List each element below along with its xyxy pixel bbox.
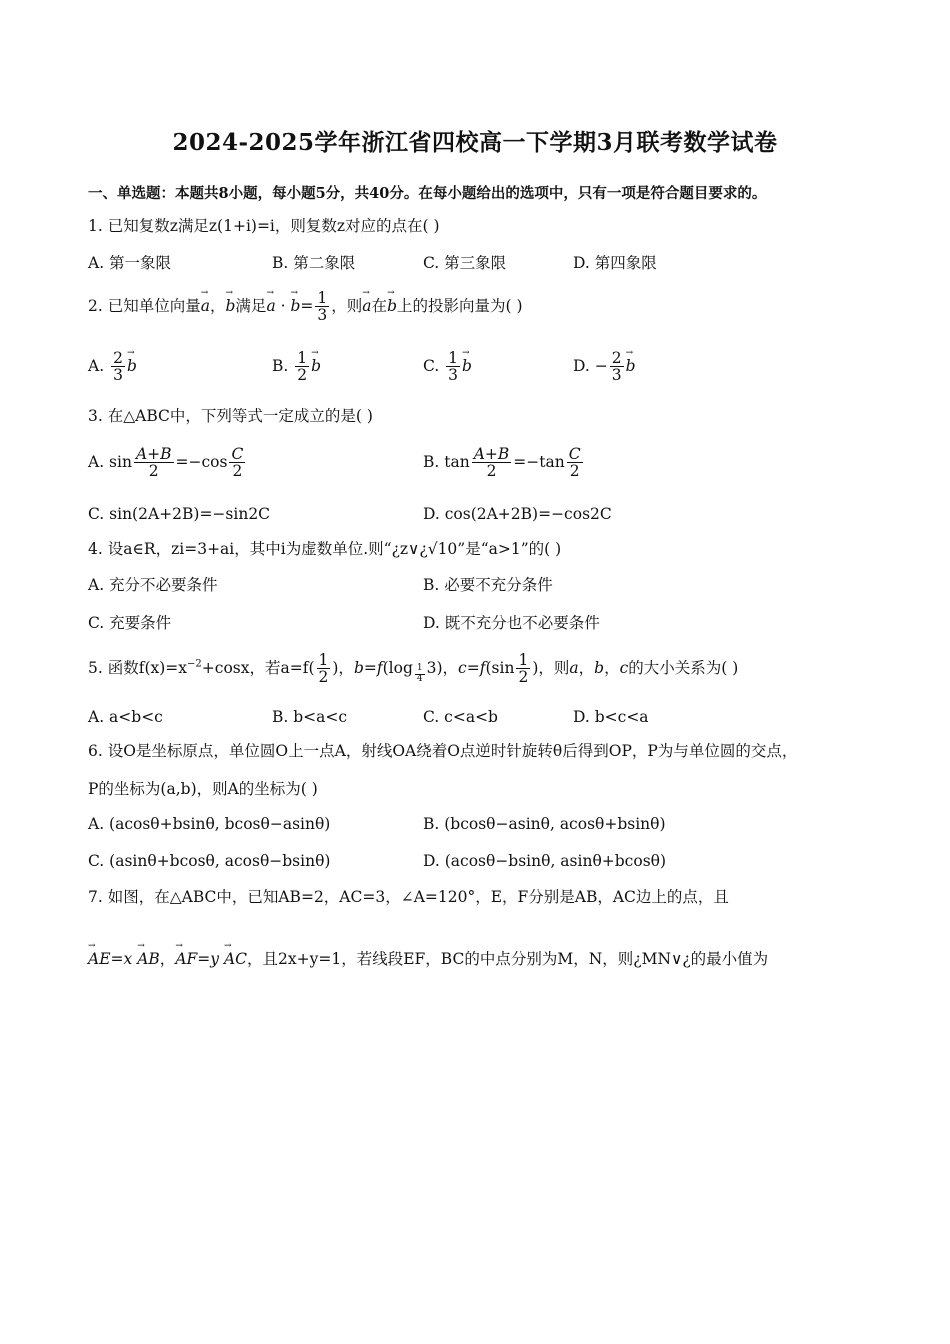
q5-stem-mid: +cosx，若a=f(	[201, 658, 315, 677]
q2-c-label: C.	[423, 356, 440, 375]
q3-option-c[interactable]: C. sin(2A+2B)=−sin2C	[88, 505, 271, 523]
q5-stem-start: 5. 函数f(x)=x	[88, 658, 188, 677]
q6-option-c[interactable]: C. (asinθ+bcosθ, acosθ−bsinθ)	[88, 852, 331, 870]
q2-option-a[interactable]: A. $\frac{2}{3}$ → b	[88, 350, 137, 384]
q4-option-c[interactable]: C. 充要条件	[88, 614, 172, 632]
q6-option-b[interactable]: B. (bcosθ−asinθ, acosθ+bsinθ)	[423, 815, 666, 833]
q2-stem-start: 2. 已知单位向量	[88, 296, 201, 315]
q3-a-label: A.	[88, 452, 105, 471]
q2-c-num: 1	[448, 349, 459, 367]
q5-option-c[interactable]: C. c<a<b	[423, 708, 498, 726]
q1-option-a[interactable]: A. 第一象限	[88, 254, 172, 272]
question-5: 5. 函数$f(x)=x^{-2}+\cos x$，若a=f( $\frac{1}{2}$ )，b=f(log $_{\frac{1}{4}}$ 3)，c=f(sin $\frac{1}{2}$ )，则a，b，c的大小关系为( )	[88, 651, 739, 687]
q5-option-d[interactable]: D. b<c<a	[573, 708, 649, 726]
q2-stem-in: 在	[371, 296, 388, 315]
q2-option-c[interactable]: C. $\frac{1}{3}$ → b	[423, 350, 472, 384]
question-7-line-2: → AE=x → AB，→ AF=y → AC，且2x+y=1，若线段EF，BC的中点分别为M，N，则¿MN∨¿的最小值为	[88, 950, 768, 969]
q2-b-num: 1	[297, 349, 308, 367]
q6-option-a[interactable]: A. (acosθ+bsinθ, bcosθ−asinθ)	[88, 815, 331, 833]
q1-option-d[interactable]: D. 第四象限	[573, 254, 657, 272]
q2-stem-end: 上的投影向量为( )	[397, 296, 523, 315]
page-title: 2024-2025学年浙江省四校高一下学期3月联考数学试卷	[172, 129, 778, 156]
section-heading: 一、单选题：本题共8小题，每小题5分，共40分。在每小题给出的选项中，只有一项是符合题目要求的。	[88, 185, 767, 202]
q3-option-a[interactable]: A. sin $\frac{A+B}{2}$ =−cos $\frac{C}{2}$	[88, 445, 244, 481]
q2-frac-den: 3	[317, 306, 328, 325]
q3-option-b[interactable]: B. tan $\frac{A+B}{2}$ =−tan $\frac{C}{2}$	[423, 445, 581, 481]
question-6-line-2: P的坐标为(a,b)，则A的坐标为( )	[88, 780, 318, 798]
q2-d-label: D.	[573, 356, 590, 375]
q7-stem-tail: ，且2x+y=1，若线段EF，BC的中点分别为M，N，则¿MN∨¿的最小值为	[247, 950, 769, 968]
question-3: 3. 在△ABC中，下列等式一定成立的是( )	[88, 407, 373, 425]
q3-option-d[interactable]: D. cos(2A+2B)=−cos2C	[423, 505, 612, 523]
q2-c-den: 3	[448, 366, 459, 385]
q2-a-label: A.	[88, 356, 105, 375]
q5-option-b[interactable]: B. b<a<c	[272, 708, 348, 726]
q2-a-den: 3	[113, 366, 123, 385]
q2-stem-post: ，则	[331, 296, 363, 315]
q5-stem-tail: 的大小关系为( )	[628, 658, 739, 677]
q2-option-d[interactable]: D. − $\frac{2}{3}$ → b	[573, 350, 636, 384]
q2-frac-num: 1	[317, 289, 328, 307]
question-2: 2. 已知单位向量→ a，→ b满足→ a · → b= $\frac{1}{3}$ ，则→ a在→ b上的投影向量为( )	[88, 290, 523, 324]
q4-option-d[interactable]: D. 既不充分也不必要条件	[423, 614, 600, 632]
q1-option-b[interactable]: B. 第二象限	[272, 254, 356, 272]
q1-option-c[interactable]: C. 第三象限	[423, 254, 507, 272]
question-7-line-1: 7. 如图，在△ABC中，已知AB=2，AC=3，∠A=120°，E，F分别是AB，AC边上的点，且	[88, 888, 729, 906]
q2-a-num: 2	[113, 349, 123, 367]
q2-b-label: B.	[272, 356, 289, 375]
question-1: 1. 已知复数z满足z(1+i)=i，则复数z对应的点在( )	[88, 217, 440, 235]
q5-option-a[interactable]: A. a<b<c	[88, 708, 163, 726]
question-4: 4. 设a∈R，zi=3+ai，其中i为虚数单位.则“¿z∨¿√10”是“a>1”的( )	[88, 540, 562, 558]
q5-exponent: −2	[187, 658, 202, 670]
q2-b-den: 2	[297, 366, 308, 385]
q2-d-den: 3	[611, 366, 622, 385]
q2-stem-mid: 满足	[235, 296, 267, 315]
question-6-line-1: 6. 设O是坐标原点，单位圆O上一点A，射线OA绕着O点逆时针旋转θ后得到OP，P为与单位圆的交点，	[88, 742, 798, 760]
q4-option-a[interactable]: A. 充分不必要条件	[88, 576, 218, 594]
q2-d-num: 2	[611, 349, 622, 367]
q6-option-d[interactable]: D. (acosθ−bsinθ, asinθ+bcosθ)	[423, 852, 667, 870]
q4-option-b[interactable]: B. 必要不充分条件	[423, 576, 553, 594]
q2-option-b[interactable]: B. $\frac{1}{2}$ → b	[272, 350, 321, 384]
q3-b-label: B.	[423, 452, 440, 471]
